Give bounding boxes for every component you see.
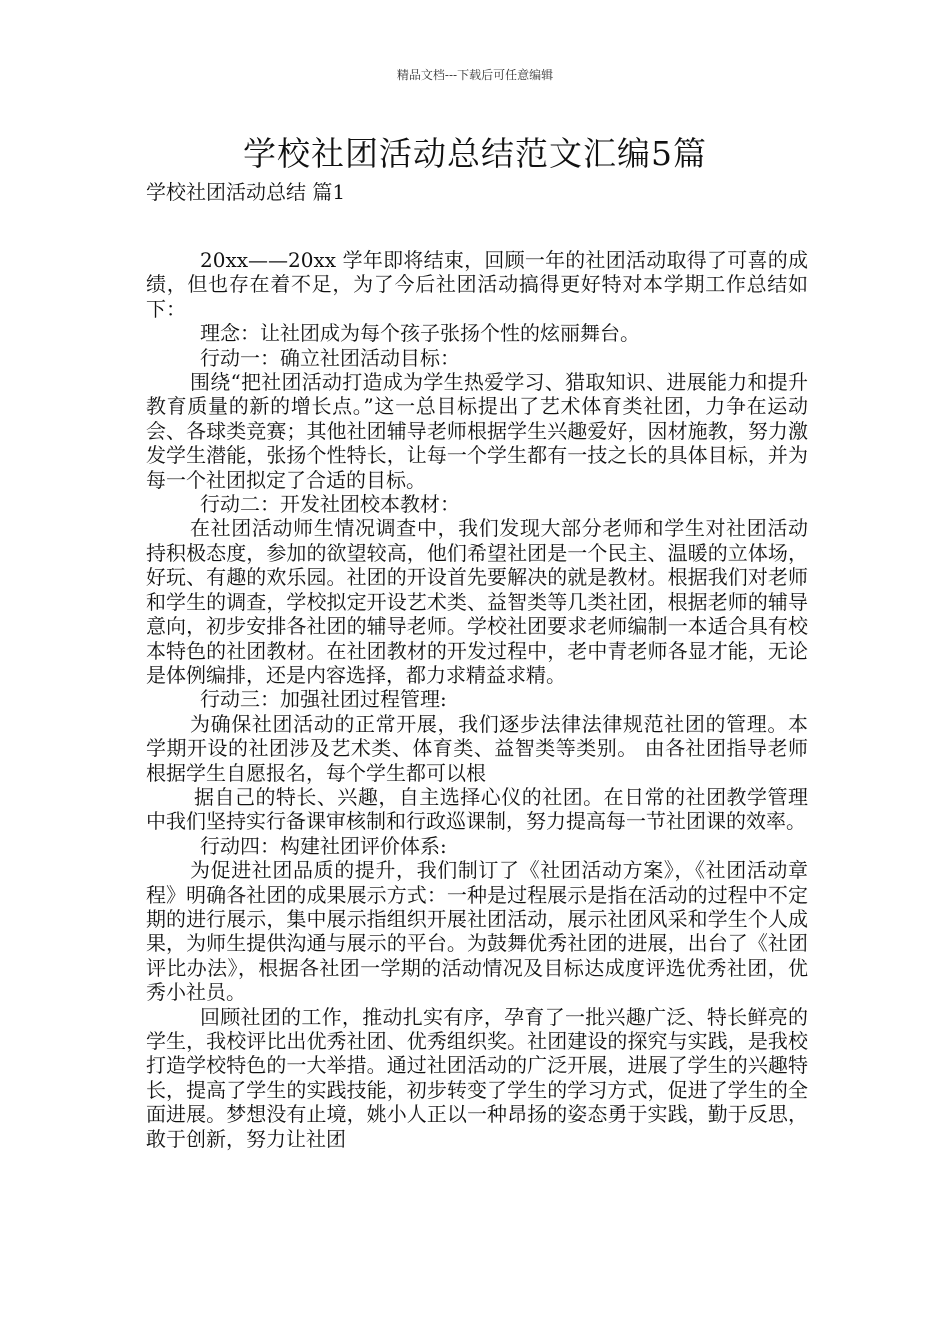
document-title: 学校社团活动总结范文汇编5篇: [243, 134, 707, 173]
paragraph-review: 回顾社团的工作，推动扎实有序，孕育了一批兴趣广泛、特长鲜亮的学生，我校评比出优秀社团、优秀组织奖。社团建设的探究与实践，是我校打造学校特色的一大举措。通过社团活动的广泛开展，进展了学生的兴趣特长，提高了学生的实践技能，初步转变了学生的学习方式，促进了学生的全面进展。梦想没有止境，姚小人正以一种昂扬的姿态勇于实践，勤于反思，敢于创新，努力让社团: [146, 1004, 808, 1151]
document-subtitle: 学校社团活动总结 篇1: [146, 180, 346, 204]
heading-action-one: 行动一：确立社团活动目标：: [200, 345, 460, 370]
paragraph-concept: 理念：让社团成为每个孩子张扬个性的炫丽舞台。: [200, 321, 640, 346]
paragraph-action-four: 为促进社团品质的提升，我们制订了《社团活动方案》，《社团活动章程》明确各社团的成果展示方式：一种是过程展示是指在活动的过程中不定期的进行展示，集中展示指组织开展社团活动，展示社团风采和学生个人成果，为师生提供沟通与展示的平台。为鼓舞优秀社团的进展，出台了《社团评比办法》，根据各社团一学期的活动情况及目标达成度评选优秀社团，优秀小社员。: [146, 858, 808, 1005]
paragraph-intro: 20xx——20xx 学年即将结束，回顾一年的社团活动取得了可喜的成绩，但也存在着不足，为了今后社团活动搞得更好特对本学期工作总结如下：: [146, 248, 808, 321]
paragraph-action-three-continued: 据自己的特长、兴趣，自主选择心仪的社团。在日常的社团教学管理中我们坚持实行备课审核制和行政巡课制，努力提高每一节社团课的效率。: [146, 784, 808, 834]
heading-action-two: 行动二：开发社团校本教材：: [200, 492, 460, 517]
paragraph-action-two: 在社团活动师生情况调查中，我们发现大部分老师和学生对社团活动持积极态度，参加的欲望较高，他们希望社团是一个民主、温暖的立体场，好玩、有趣的欢乐园。社团的开设首先要解决的就是教材。根据我们对老师和学生的调查，学校拟定开设艺术类、益智类等几类社团，根据老师的辅导意向，初步安排各社团的辅导老师。学校社团要求老师编制一本适合具有校本特色的社团教材。在社团教材的开发过程中，老中青老师各显才能，无论是体例编排，还是内容选择，都力求精益求精。: [146, 516, 808, 687]
heading-action-three: 行动三：加强社团过程管理:: [200, 687, 447, 712]
document-body: [146, 248, 808, 1151]
paragraph-action-one: 围绕“把社团活动打造成为学生热爱学习、猎取知识、进展能力和提升教育质量的新的增长点。”这一总目标提出了艺术体育类社团，力争在运动会、各球类竞赛；其他社团辅导老师根据学生兴趣爱好，因材施教，努力激发学生潜能，张扬个性特长，让每一个学生都有一技之长的具体目标，并为每一个社团拟定了合适的目标。: [146, 370, 808, 492]
heading-action-four: 行动四：构建社团评价体系:: [200, 833, 447, 858]
page-header-note: 精品文档---下载后可任意编辑: [396, 68, 554, 82]
paragraph-action-three: 为确保社团活动的正常开展，我们逐步法律法律规范社团的管理。本学期开设的社团涉及艺术类、体育类、益智类等类别。 由各社团指导老师根据学生自愿报名，每个学生都可以根: [146, 711, 808, 785]
